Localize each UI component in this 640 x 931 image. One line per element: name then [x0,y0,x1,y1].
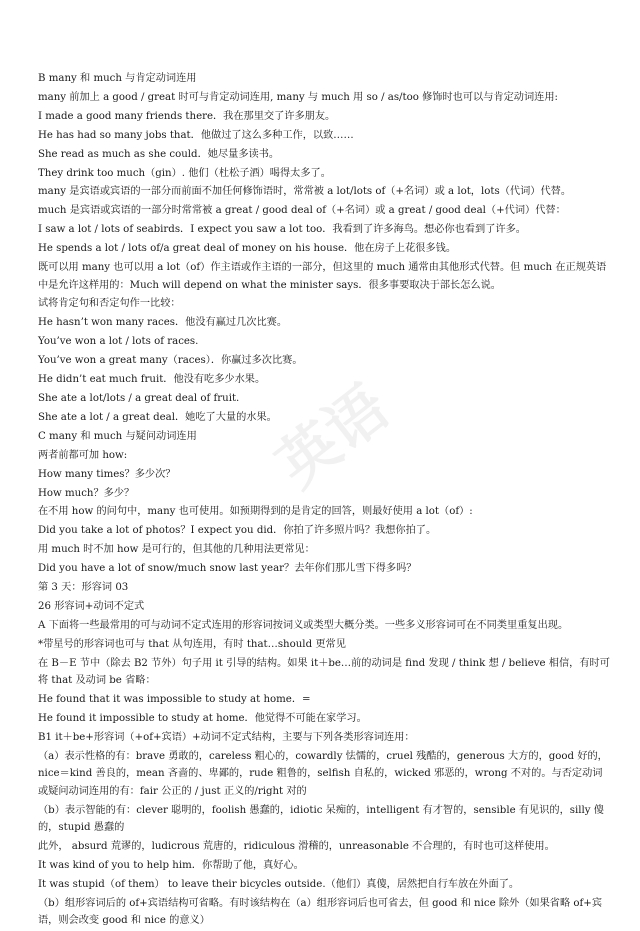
text-paragraph: （b）表示智能的有：clever 聪明的，foolish 愚蠢的，idiotic 呆痴的，intelligent 有才智的，sensible 有见识的，silly 傻的，stupid 愚蠢的 [38,804,604,834]
example-line: He hasn’t won many races．他没有赢过几次比赛。 [38,317,288,329]
example-line: He spends a lot / lots of/a great deal of money on his house．他在房子上花很多钱。 [38,243,457,255]
example-line: She read as much as she could．她尽量多读书。 [38,148,280,160]
example-line: Did you take a lot of photos？I expect you did．你拍了许多照片吗？我想你拍了。 [38,525,437,537]
example-line: Did you have a lot of snow/much snow last year？去年你们那儿雪下得多吗？ [38,563,417,575]
text-line: 两者前都可加 how: [38,449,128,461]
example-line: I made a good many friends there．我在那里交了许多朋友。 [38,110,336,122]
example-line: He found it impossible to study at home．他觉得不可能在家学习。 [38,712,367,724]
document-body [38,70,610,931]
example-line: She ate a lot / a great deal．她吃了大量的水果。 [38,411,277,423]
heading-day-3: 第 3 天：形容词 03 [38,582,129,594]
text-paragraph: A 下面将一些最常用的可与动词不定式连用的形容词按词义或类型大概分类。一些多义形容词可在不同类里重复出现。 [38,619,569,631]
example-line: You’ve won a great many（races）．你赢过多次比赛。 [38,355,303,367]
example-line: How many times？多少次？ [38,468,176,480]
text-paragraph: （b）组形容词后的 of+宾语结构可省略。有时该结构在（a）组形容词后也可省去，但 good 和 nice 除外（如果省略 of+宾语，则会改变 good 和 nice 的意义） [38,897,603,927]
text-line: 试将肯定句和否定句作一比较： [38,298,181,310]
text-paragraph: （a）表示性格的有：brave 勇敢的，careless 粗心的，cowardly 怯懦的，cruel 残酷的，generous 大方的，good 好的，nice＝kind 善良的，mean 吝啬的、卑鄙的，rude 粗鲁的，selfish 自私的，wicked 邪恶的，wrong 不对的。与否定动词或疑问动词连用的有：fair 公正的 / just 正义的/right 对的 [38,750,608,797]
watermark-text: 英语 [264,372,402,502]
example-line: How much？多少？ [38,487,135,499]
text-paragraph: 既可以用 many 也可以用 a lot（of）作主语或作主语的一部分，但这里的 much 通常由其他形式代替。但 much 在正规英语中是允许这样用的：Much will depend on what the minister says．很多事要取决于部长怎么说。 [38,262,607,291]
heading-many-much-positive: B many 和 much 与肯定动词连用 [38,73,197,84]
text-line: much 是宾语或宾语的一部分时常常被 a great / good deal of（+名词）或 a great / good deal（+代词）代替： [38,205,566,217]
text-paragraph: 在 B－E 节中（除去 B2 节外）句子用 it 引导的结构。如果 it＋be…前的动词是 find 发现 / think 想 / believe 相信，有时可将 that 及动词 be 省略： [38,657,610,687]
text-line: many 是宾语或宾语的一部分而前面不加任何修饰语时，常常被 a lot/lots of（+名词）或 a lot，lots（代词）代替。 [38,186,572,198]
example-line: He found that it was impossible to study at home．= [38,694,311,706]
example-line: He has had so many jobs that．他做过了这么多种工作，以致…… [38,129,354,141]
example-line: It was stupid（of them） to leave their bicycles outside.（他们）真傻，居然把自行车放在外面了。 [38,878,520,890]
text-line: *带星号的形容词也可与 that 从句连用，有时 that…should 更常见 [38,638,346,650]
text-line: B1 it＋be+形容词（+of+宾语）+动词不定式结构，主要与下列各类形容词连用： [38,731,415,743]
example-line: I saw a lot / lots of seabirds．I expect you saw a lot too．我看到了许多海鸟。想必你也看到了许多。 [38,224,526,236]
example-line: You’ve won a lot / lots of races. [38,336,199,348]
heading-section-26: 26 形容词+动词不定式 [38,600,145,612]
text-line: 用 much 时不加 how 是可行的，但其他的几种用法更常见： [38,544,315,556]
example-line: She ate a lot/lots / a great deal of fruit. [38,392,240,404]
text-line: 此外， absurd 荒谬的，ludicrous 荒唐的，ridiculous 滑稽的，unreasonable 不合理的，有时也可这样使用。 [38,841,555,853]
example-line: They drink too much（gin）. 他们（杜松子酒）喝得太多了。 [38,167,331,179]
example-line: It was kind of you to help him．你帮助了他，真好心。 [38,859,304,871]
text-line: 在不用 how 的问句中，many 也可使用。如预期得到的是肯定的回答，则最好使用 a lot（of）: [38,506,473,518]
text-line: many 前加上 a good / great 时可与肯定动词连用, many 与 much 用 so / as/too 修饰时也可以与肯定动词连用: [38,91,558,103]
example-line: He didn’t eat much fruit．他没有吃多少水果。 [38,374,266,386]
heading-many-much-question: C many 和 much 与疑问动词连用 [38,430,197,442]
